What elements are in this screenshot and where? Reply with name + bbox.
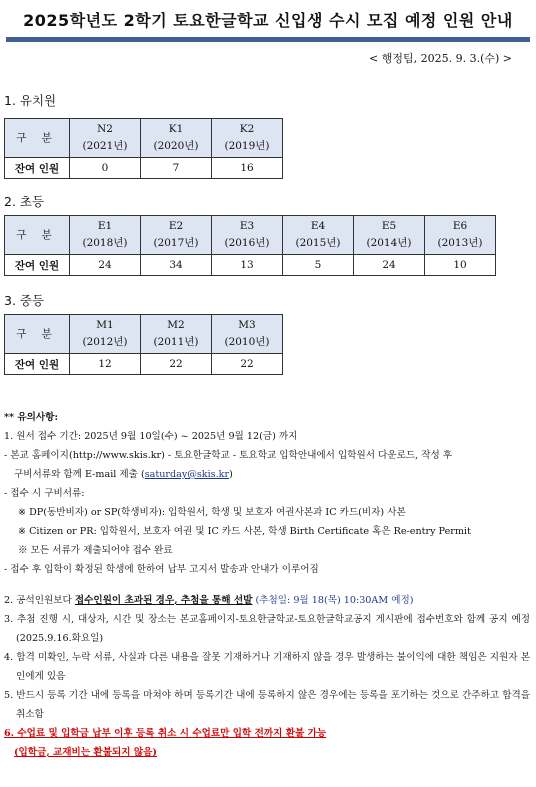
seat-count: 7 <box>141 158 212 179</box>
grade-header: E4 (2015년) <box>283 216 354 255</box>
page-title: 2025학년도 2학기 토요한글학교 신입생 수시 모집 예정 인원 안내 <box>23 11 513 30</box>
issuer-date: < 행정팀, 2025. 9. 3.(수) > <box>369 52 512 65</box>
seat-count: 0 <box>70 158 141 179</box>
kindergarten-table <box>4 118 283 179</box>
seat-count: 16 <box>212 158 283 179</box>
grade-header: E1 (2018년) <box>70 216 141 255</box>
seat-count: 13 <box>212 255 283 276</box>
grade-header: N2 (2021년) <box>70 119 141 158</box>
elementary-table <box>4 215 496 276</box>
seat-count: 12 <box>70 354 141 375</box>
seat-count: 34 <box>141 255 212 276</box>
note-1-doc-item: ※ DP(동반비자) or SP(학생비자): 입학원서, 학생 및 보호자 여권사본과 IC 카드(비자) 사본 <box>18 507 406 518</box>
grade-header: M3 (2010년) <box>212 315 283 354</box>
note-1-detail: - 접수 후 입학이 확정된 학생에 한하여 납부 고지서 발송과 안내가 이루어짐 <box>4 564 319 575</box>
section-heading-kindergarten: 1. 유치원 <box>4 93 57 108</box>
note-5: 5. 반드시 등록 기간 내에 등록을 마쳐야 하며 등록기간 내에 등록하지 않은 경우에는 등록을 포기하는 것으로 간주하고 합격을 취소함 <box>4 690 530 720</box>
note-1-detail: - 접수 시 구비서류: <box>4 488 85 499</box>
seat-count: 24 <box>354 255 425 276</box>
note-4: 4. 합격 미확인, 누락 서류, 사실과 다른 내용을 잘못 기재하거나 기재하지 않을 경우 발생하는 불이익에 대한 책임은 지원자 본인에게 있음 <box>4 652 530 682</box>
grade-header: K1 (2020년) <box>141 119 212 158</box>
table-row-label: 잔여 인원 <box>5 354 70 375</box>
title-underline <box>6 37 530 42</box>
grade-header: M1 (2012년) <box>70 315 141 354</box>
table-row-label: 잔여 인원 <box>5 158 70 179</box>
grade-header: M2 (2011년) <box>141 315 212 354</box>
grade-header: E3 (2016년) <box>212 216 283 255</box>
section-heading-elementary: 2. 초등 <box>4 194 45 209</box>
table-header-label: 구 분 <box>5 216 70 255</box>
grade-header: E5 (2014년) <box>354 216 425 255</box>
note-1-detail: - 본교 홈페이지(http://www.skis.kr) - 토요한글학교 - 토요학교 입학안내에서 입학원서 다운로드, 작성 후 <box>4 450 453 461</box>
note-1: 1. 원서 접수 기간: 2025년 9월 10일(수) ~ 2025년 9월 12(금) 까지 <box>4 431 298 442</box>
seat-count: 10 <box>425 255 496 276</box>
notes-heading: ** 유의사항: <box>4 412 58 423</box>
note-3: 3. 추첨 진행 시, 대상자, 시간 및 장소는 본교홈페이지-토요한글학교-토요한글학교공지 게시판에 접수번호와 함께 공지 예정 (2025.9.16.화요일) <box>4 614 530 644</box>
email-link[interactable]: saturday@skis.kr <box>144 469 230 480</box>
note-6-detail: (입학금, 교재비는 환불되지 않음) <box>14 747 157 758</box>
notes-section <box>4 408 530 762</box>
note-1-doc-item: ※ 모든 서류가 제출되어야 접수 완료 <box>18 545 173 556</box>
section-heading-middle: 3. 중등 <box>4 293 45 308</box>
seat-count: 22 <box>141 354 212 375</box>
table-row-label: 잔여 인원 <box>5 255 70 276</box>
grade-header: K2 (2019년) <box>212 119 283 158</box>
note-2: 2. 공석인원보다 접수인원이 초과된 경우, 추첨을 통해 선발 (추첨일: 9월 18(목) 10:30AM 예정) <box>4 595 414 606</box>
seat-count: 22 <box>212 354 283 375</box>
note-1-doc-item: ※ Citizen or PR: 입학원서, 보호자 여권 및 IC 카드 사본, 학생 Birth Certificate 혹은 Re-entry Permit <box>18 526 471 537</box>
middle-table <box>4 314 283 375</box>
seat-count: 5 <box>283 255 354 276</box>
grade-header: E2 (2017년) <box>141 216 212 255</box>
seat-count: 24 <box>70 255 141 276</box>
note-6: 6. 수업료 및 입학금 납부 이후 등록 취소 시 수업료만 입학 전까지 환불 가능 <box>4 728 327 739</box>
grade-header: E6 (2013년) <box>425 216 496 255</box>
note-1-detail: 구비서류와 함께 E-mail 제출 (saturday@skis.kr) <box>14 469 233 480</box>
table-header-label: 구 분 <box>5 315 70 354</box>
table-header-label: 구 분 <box>5 119 70 158</box>
